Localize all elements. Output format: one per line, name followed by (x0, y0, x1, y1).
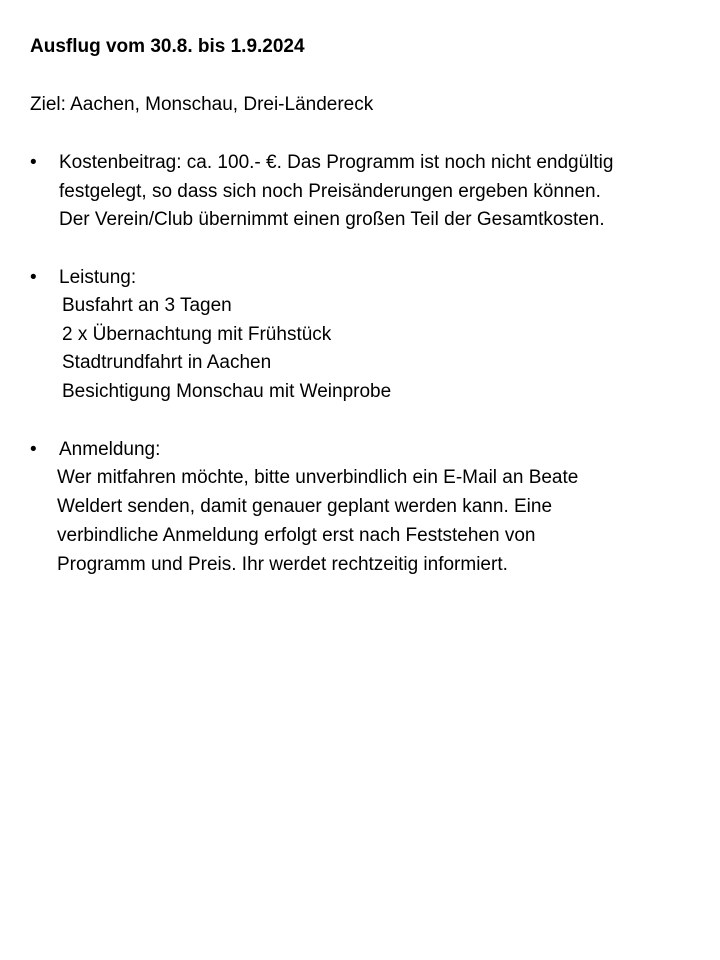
services-item: Stadtrundfahrt in Aachen (62, 352, 272, 373)
bullet-dot: • (30, 267, 37, 288)
document-title: Ausflug vom 30.8. bis 1.9.2024 (30, 36, 305, 57)
bullet-dot: • (30, 439, 37, 460)
services-item: 2 x Übernachtung mit Frühstück (62, 324, 332, 345)
registration-heading: Anmeldung: (59, 439, 161, 460)
destination-line: Ziel: Aachen, Monschau, Drei-Ländereck (30, 94, 374, 115)
bullet-dot: • (30, 152, 37, 173)
services-item: Busfahrt an 3 Tagen (62, 295, 232, 316)
cost-line-3: Der Verein/Club übernimmt einen großen Teil der Gesamtkosten. (59, 209, 605, 230)
services-item: Besichtigung Monschau mit Weinprobe (62, 381, 392, 402)
registration-line-2: Weldert senden, damit genauer geplant werden kann. Eine (57, 496, 553, 517)
registration-line-1: Wer mitfahren möchte, bitte unverbindlich ein E-Mail an Beate (57, 467, 579, 488)
registration-line-3: verbindliche Anmeldung erfolgt erst nach Feststehen von (57, 525, 536, 546)
cost-line-1: Kostenbeitrag: ca. 100.- €. Das Programm ist noch nicht endgültig (59, 152, 614, 173)
cost-line-2: festgelegt, so dass sich noch Preisänderungen ergeben können. (59, 181, 601, 202)
registration-line-4: Programm und Preis. Ihr werdet rechtzeitig informiert. (57, 554, 508, 575)
services-heading: Leistung: (59, 267, 137, 288)
